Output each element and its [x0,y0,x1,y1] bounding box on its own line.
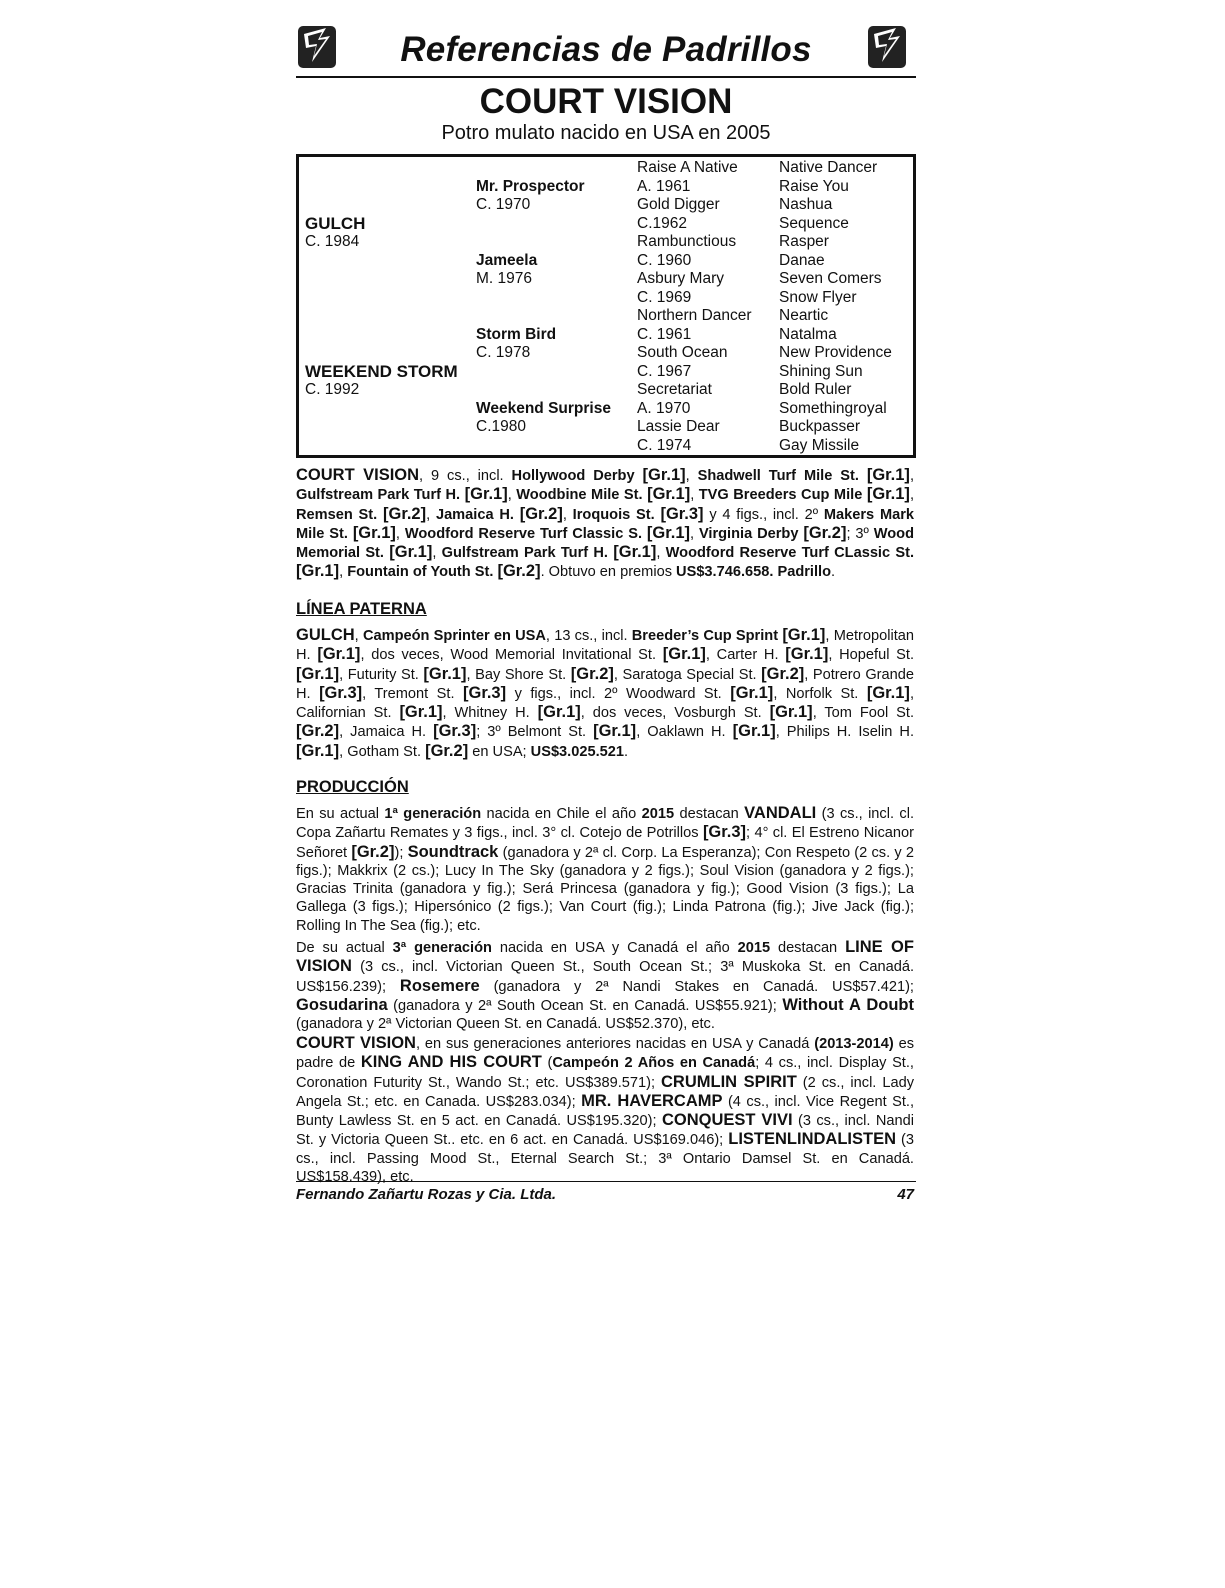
offspring-name: Without A Doubt [782,995,914,1014]
line-text: , Norfolk St. [773,685,867,702]
pedigree-dam-name: WEEKEND STORM [305,361,458,381]
grade: [Gr.2] [519,504,563,523]
prod-text: (3 cs., incl. Victorian Queen St., South Ocean St.; 3ª Muskoka St. en Canadá. US$156.239); [296,959,914,995]
grade: [Gr.1] [730,683,774,702]
record-text: , [339,564,348,581]
record-text: . [831,564,836,581]
grade: [Gr.2] [570,664,614,683]
race: Remsen St. [296,506,378,523]
grade: [Gr.1] [399,703,443,722]
production-paragraph-2 [296,938,914,1033]
pedigree-sire-name: GULCH [305,213,366,233]
pedigree-ancestor-gen4: Buckpasser [779,418,860,435]
prod-text: En su actual [296,806,385,822]
pedigree-ancestor-gen4: Danae [779,251,825,269]
race: Woodbine Mile St. [516,487,643,504]
line-text: ; 3º Belmont St. [476,724,594,741]
pedigree-ancestor-info: A. 1970 [637,399,691,417]
record-text: , [562,506,573,523]
earnings: US$3.025.521 [530,743,624,760]
race: Virginia Derby [698,525,799,542]
prod-text: (ganadora y 2ª Victorian Queen St. en Canadá. US$52.370), etc. [296,1016,715,1033]
line-text: , Hopeful St. [828,647,915,664]
line-text: , Gotham St. [339,743,426,760]
prod-text: (4 cs., incl. Vice Regent St., Bunty Lawless St. en 5 act. en Canadá. US$195.320); [296,1093,914,1130]
pedigree-ancestor-name: Raise A Native [637,159,738,176]
production-paragraph-3 [296,1034,914,1186]
grade: [Gr.1] [352,523,396,542]
line-text: , dos veces, Wood Memorial Invitational St. [360,647,663,664]
line-text: , Metropolitan H. [296,628,915,664]
race: Jamaica H. [435,506,514,523]
prod-text: nacida en USA y Canadá el año [491,940,738,956]
record-text: , [690,525,699,542]
sire-line-paragraph [296,626,914,761]
grade: [Gr.1] [647,485,691,504]
grade: [Gr.1] [389,543,433,562]
grade: [Gr.1] [642,466,686,484]
prod-text: (ganadora y 2ª cl. Corp. La Esperanza); Con Respeto (2 cs. y 2 figs.); Makkrix (2 cs.); Lucy In The Sky (ganadora y 2 figs.); Soul Vision (ganadora y 2 figs.); Gracias Trinita (ganadora y fig.); Será Princesa (ganadora y fig.); Good Vision (3 figs.); La Gallega (3 figs.); Hipersónico (2 figs.); Van Court (fig.); Linda Patrona (fig.); Jive Jack (fig.); Rolling In The Sea (fig.); etc. [296,844,914,934]
pedigree-ancestor-name: Lassie Dear [637,418,720,435]
offspring-name: LINE OF VISION [296,938,914,976]
offspring-name: CONQUEST VIVI [661,1111,793,1130]
record-text: , [909,487,914,504]
grade: [Gr.1] [866,683,910,702]
line-text: y figs., incl. 2º Woodward St. [506,685,731,702]
section-heading-produccion: PRODUCCIÓN [296,778,409,796]
pedigree-ancestor-name: Asbury Mary [637,270,724,287]
year: 2015 [641,806,675,822]
prod-text: ; 4° cl. El Estreno Nicanor Señoret [296,825,914,861]
offspring-name: KING AND HIS COURT [360,1053,542,1072]
line-text: . [624,743,629,760]
pedigree-ancestor-gen4: Gay Missile [779,436,860,454]
header-title: Referencias de Padrillos [400,30,812,69]
grade: [Gr.1] [423,664,467,683]
pedigree-ancestor-gen4: Nashua [779,196,833,213]
prod-text: destacan [674,806,745,822]
pedigree-ancestor-info: C. 1960 [637,251,692,269]
pedigree-ancestor-gen4: Snow Flyer [779,288,857,306]
champion-title: Campeón Sprinter en USA [362,628,546,644]
grade: [Gr.1] [296,664,340,683]
race: TVG Breeders Cup Mile [698,487,863,504]
pedigree-ancestor-gen4: Natalma [779,325,837,343]
years: (2013-2014) [814,1036,894,1052]
grade: [Gr.1] [782,626,826,644]
grade: [Gr.3] [702,823,747,842]
prod-text: ; 4 cs., incl. Display St., Coronation Futurity St., Wando St.; etc. US$389.571); [296,1055,914,1091]
grade: [Gr.1] [769,703,813,722]
record-text: , [690,487,699,504]
pedigree-ancestor-gen4: Neartic [779,307,829,324]
grade: [Gr.1] [785,645,829,664]
grade: [Gr.3] [433,722,477,741]
record-text: , 9 cs., incl. [419,468,512,484]
pedigree-ancestor-info: A. 1961 [637,177,691,195]
pedigree-grandparent-info: C. 1970 [476,196,531,213]
record-text: ; 3º [846,525,874,542]
pedigree-ancestor-info: C. 1974 [637,436,692,454]
line-text: , Californian St. [296,685,914,722]
pedigree-grandparent-name: Storm Bird [476,325,557,343]
pedigree-ancestor-gen4: Seven Comers [779,270,882,287]
pedigree-dam-info: C. 1992 [305,381,360,398]
pedigree-grandparent-name: Jameela [476,251,538,269]
header-rule [296,76,916,78]
generation: 3ª generación [392,940,492,956]
race: Makers Mark Mile St. [296,506,915,542]
pedigree-ancestor-name: Rambunctious [637,233,737,250]
grade: [Gr.2] [383,504,427,523]
record-text: , [426,506,436,523]
pedigree-ancestor-gen4: Somethingroyal [779,399,887,417]
race: Iroquois St. [572,506,655,523]
offspring-name: CRUMLIN SPIRIT [661,1072,797,1091]
pedigree-grandparent-name: Mr. Prospector [476,177,585,195]
line-text: , 13 cs., incl. [545,628,632,644]
grade: [Gr.1] [866,466,910,484]
pedigree-grandparent-info: C.1980 [476,418,526,435]
line-text: , Jamaica H. [339,724,434,741]
record-text: , [395,525,405,542]
prod-text: nacida en Chile el año [481,806,642,822]
grade: [Gr.2] [497,562,541,581]
record-text: , [507,487,517,504]
pedigree-ancestor-gen4: Native Dancer [779,159,878,176]
line-text: , Whitney H. [442,705,538,722]
pedigree-ancestor-info: C.1962 [637,214,687,232]
race: Breeder’s Cup Sprint [631,628,779,644]
grade: [Gr.1] [296,562,340,581]
pedigree-ancestor-gen4: Shining Sun [779,362,863,380]
race: Gulfstream Park Turf H. [441,545,608,562]
prod-text: De su actual [296,940,393,956]
stallion-name-inline: COURT VISION [296,1034,416,1052]
line-text: , dos veces, Vosburgh St. [580,705,770,722]
horse-head-logo-icon [866,22,910,70]
pedigree-ancestor-gen4: Raise You [779,177,849,195]
prod-text: (ganadora y 2ª South Ocean St. en Canadá. US$55.921); [387,997,783,1014]
record-text: , [685,468,698,484]
production-paragraph-1 [296,804,914,935]
pedigree-ancestor-info: C. 1967 [637,362,692,380]
line-text: , Futurity St. [339,666,424,683]
race: Woodford Reserve Turf CLassic St. [665,545,915,562]
stallion-subtitle: Potro mulato nacido en USA en 2005 [441,122,771,144]
offspring-name: LISTENLINDALISTEN [728,1130,896,1149]
line-text: , Tremont St. [362,685,463,702]
grade: [Gr.1] [537,703,581,722]
record-name: COURT VISION [296,466,420,484]
grade: [Gr.1] [464,485,508,504]
race: Hollywood Derby [511,468,635,484]
pedigree-ancestor-gen4: New Providence [779,344,892,361]
grade: [Gr.1] [296,741,340,760]
pedigree-ancestor-name: South Ocean [637,344,728,361]
line-text: , [354,628,363,644]
pedigree-ancestor-gen4: Bold Ruler [779,381,852,398]
grade: [Gr.2] [425,741,469,760]
pedigree-grandparent-name: Weekend Surprise [476,399,611,417]
publisher: Fernando Zañartu Rozas y Cia. Ltda. [296,1186,557,1203]
prod-text: es padre de [296,1036,915,1072]
pedigree-grandparent-info: M. 1976 [476,270,533,287]
race: Wood Memorial St. [296,525,914,562]
footer [296,1186,914,1203]
offspring-name: VANDALI [744,804,817,822]
offspring-name: Rosemere [399,976,480,995]
grade: [Gr.1] [613,543,657,562]
offspring-name: MR. HAVERCAMP [581,1091,723,1110]
pedigree-table [296,154,916,458]
grade: [Gr.3] [463,683,507,702]
page-number: 47 [897,1186,914,1203]
pedigree-ancestor-gen4: Rasper [779,233,829,250]
record-paragraph [296,466,914,582]
grade: [Gr.1] [593,722,637,741]
footer-rule [296,1181,916,1182]
grade: [Gr.1] [662,645,706,664]
pedigree-sire-info: C. 1984 [305,233,360,250]
record-text: , [909,468,914,484]
prize-money: US$3.746.658. Padrillo [676,564,831,581]
line-text: , Potrero Grande H. [296,666,914,702]
line-text: , Philips H. Iselin H. [775,724,915,741]
grade: [Gr.2] [351,842,395,861]
record-text: y 4 figs., incl. 2º [703,506,824,523]
grade: [Gr.2] [296,722,340,741]
line-text: en USA; [468,743,531,760]
sire-name: GULCH [296,626,355,644]
prod-text: (3 cs., incl. Nandi St. y Victoria Queen St.. etc. en 6 act. en Canadá. US$169.046); [296,1113,914,1149]
line-text: , Carter H. [705,647,786,664]
prod-text: (3 cs., incl. cl. Copa Zañartu Remates y 3 figs., incl. 3° cl. Cotejo de Potrillos [296,806,914,842]
generation: 1ª generación [384,806,482,822]
record-text: , [432,545,442,562]
pedigree-ancestor-name: Northern Dancer [637,307,752,324]
offspring-name: Gosudarina [296,995,388,1014]
prod-text: (2 cs., incl. Lady Angela St.; etc. en Canada. US$283.034); [296,1074,914,1110]
prod-text: (3 cs., incl. Passing Mood St., Eternal Search St.; 3ª Ontario Damsel St. en Canadá. US$158.439), etc. [296,1132,914,1186]
grade: [Gr.1] [732,722,776,741]
line-text: , Saratoga Special St. [613,666,762,683]
pedigree-ancestor-name: Secretariat [637,381,712,398]
grade: [Gr.3] [319,683,363,702]
line-text: , Oaklawn H. [636,724,733,741]
line-text: , Bay Shore St. [466,666,571,683]
grade: [Gr.2] [803,523,847,542]
section-heading-linea-paterna: LÍNEA PATERNA [296,600,427,618]
record-text: . Obtuvo en premios [540,564,677,581]
pedigree-ancestor-info: C. 1961 [637,325,692,343]
stallion-name: COURT VISION [479,82,733,121]
prod-text: (ganadora y 2ª Nandi Stakes en Canadá. US$57.421); [479,978,914,995]
record-text: , [656,545,666,562]
line-text: , Tom Fool St. [812,705,915,722]
grade: [Gr.3] [660,504,704,523]
prod-text: ( [541,1055,553,1072]
race: Shadwell Turf Mile St. [697,468,859,484]
race: Fountain of Youth St. [347,564,494,581]
pedigree-ancestor-name: Gold Digger [637,196,720,213]
grade: [Gr.1] [317,645,361,664]
prod-text: ); [394,844,408,861]
race: Gulfstream Park Turf H. [296,487,461,504]
grade: [Gr.2] [761,664,805,683]
prod-text: destacan [770,940,846,956]
champion-title: Campeón 2 Años en Canadá [552,1055,756,1072]
pedigree-ancestor-info: C. 1969 [637,288,692,306]
grade: [Gr.1] [646,523,690,542]
pedigree-ancestor-gen4: Sequence [779,214,849,232]
grade: [Gr.1] [866,485,910,504]
pedigree-grandparent-info: C. 1978 [476,344,531,361]
race: Woodford Reserve Turf Classic S. [404,525,642,542]
offspring-name: Soundtrack [407,842,499,861]
year: 2015 [737,940,771,956]
prod-text: , en sus generaciones anteriores nacidas en USA y Canadá [415,1036,815,1052]
